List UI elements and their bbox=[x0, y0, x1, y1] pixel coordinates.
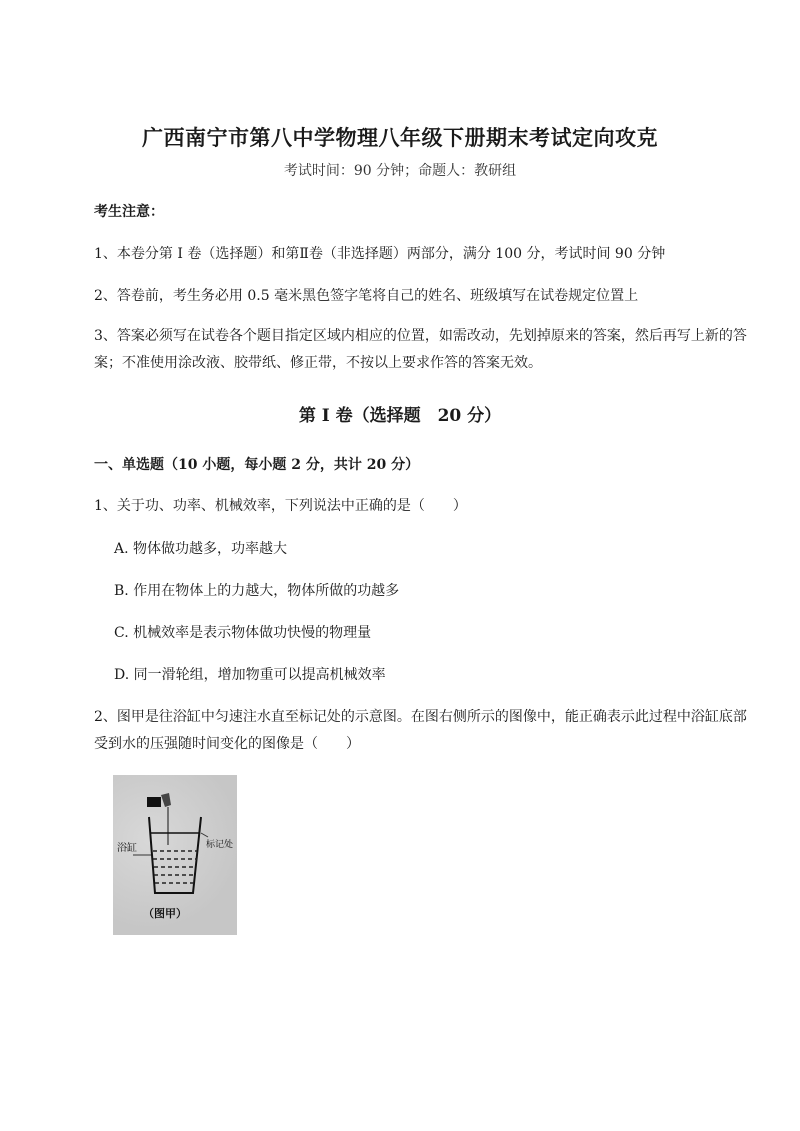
page-title: 广西南宁市第八中学物理八年级下册期末考试定向攻克 bbox=[142, 125, 658, 150]
notice-heading: 考生注意： bbox=[94, 204, 164, 220]
bathtub-outline bbox=[149, 817, 201, 893]
question-1-stem: 1、关于功、功率、机械效率，下列说法中正确的是（ ） bbox=[94, 498, 467, 514]
notice-item-2: 2、答卷前，考生务必用 0.5 毫米黑色签字笔将自己的姓名、班级填写在试卷规定位置上 bbox=[94, 288, 639, 304]
question-1-option-a: A. 物体做功越多，功率越大 bbox=[114, 541, 288, 557]
faucet-handle bbox=[147, 797, 161, 807]
question-1-option-c: C. 机械效率是表示物体做功快慢的物理量 bbox=[114, 625, 372, 641]
part-heading: 一、单选题（10 小题，每小题 2 分，共计 20 分） bbox=[94, 457, 420, 473]
question-1-option-d: D. 同一滑轮组，增加物重可以提高机械效率 bbox=[114, 667, 386, 683]
question-2-stem: 2、图甲是往浴缸中匀速注水直至标记处的示意图。在图右侧所示的图像中，能正确表示此过程中浴缸底部受到水的压强随时间变化的图像是（ ） bbox=[94, 709, 747, 752]
mark-pointer bbox=[201, 833, 208, 837]
page-subtitle: 考试时间：90 分钟；命题人：教研组 bbox=[283, 163, 517, 179]
tub-label: 浴缸 bbox=[117, 843, 137, 854]
figure-caption: （图甲） bbox=[143, 907, 187, 920]
faucet-spout bbox=[161, 793, 171, 807]
question-1-option-b: B. 作用在物体上的力越大，物体所做的功越多 bbox=[114, 583, 400, 599]
section-title: 第 I 卷（选择题 20 分） bbox=[298, 406, 502, 426]
notice-item-1: 1、本卷分第 I 卷（选择题）和第Ⅱ卷（非选择题）两部分，满分 100 分，考试时间 90 分钟 bbox=[94, 246, 666, 262]
bathtub-diagram bbox=[113, 775, 237, 935]
bathtub-figure bbox=[113, 775, 237, 935]
notice-item-3: 3、答案必须写在试卷各个题目指定区域内相应的位置，如需改动，先划掉原来的答案，然后再写上新的答案；不准使用涂改液、胶带纸、修正带，不按以上要求作答的答案无效。 bbox=[94, 328, 747, 371]
mark-label: 标记处 bbox=[206, 840, 234, 850]
water-fill bbox=[153, 851, 197, 883]
